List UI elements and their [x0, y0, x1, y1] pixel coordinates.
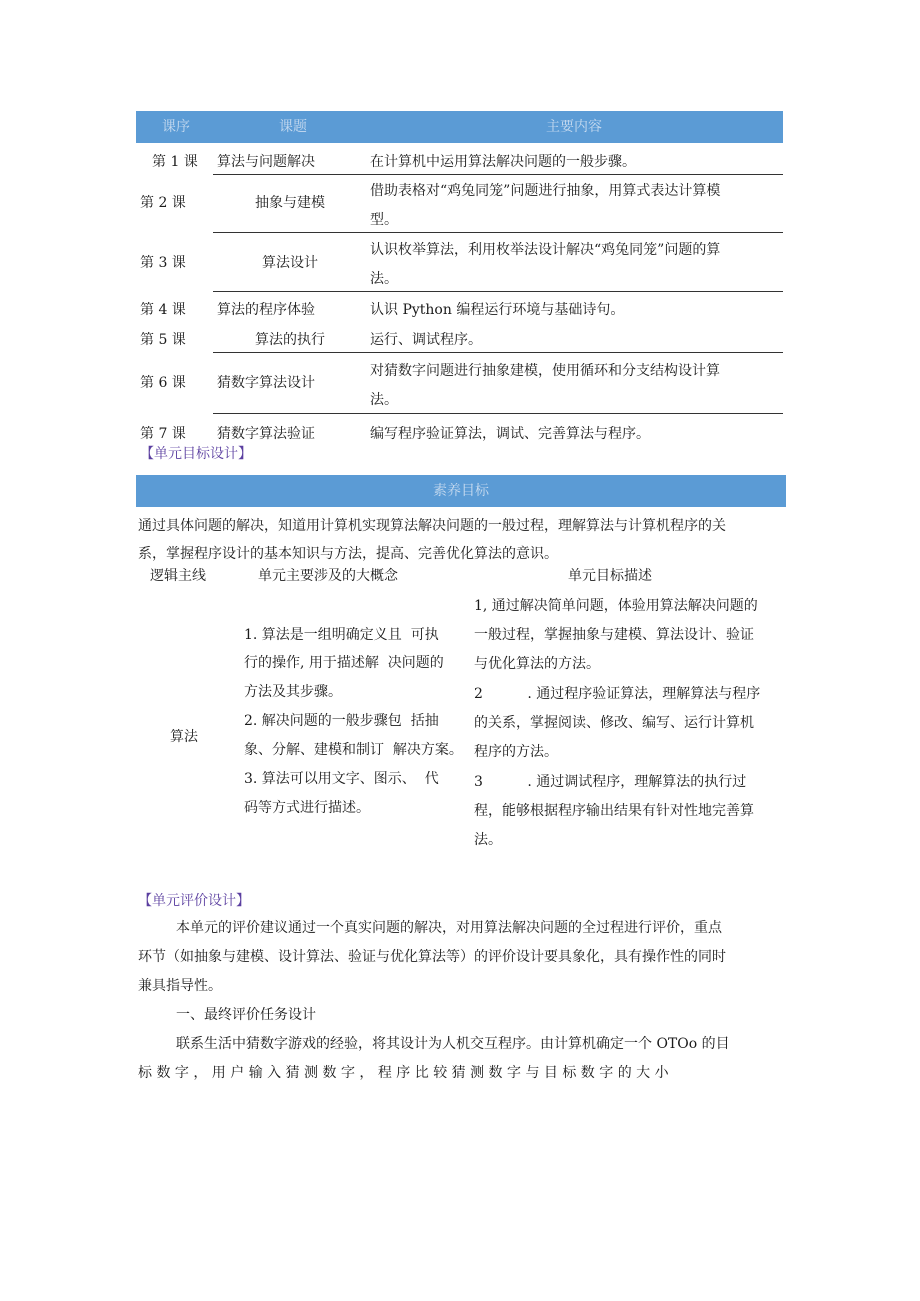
- goal-line: 一般过程，掌握抽象与建模、算法设计、验证: [474, 627, 754, 643]
- final-task-heading: 一、最终评价任务设计: [176, 1007, 316, 1023]
- concept-line: 1. 算法是一组明确定义且 可执: [244, 627, 439, 643]
- lesson-content: 运行、调试程序。: [370, 332, 482, 348]
- goal-header-goals: 单元目标描述: [568, 568, 652, 584]
- concept-line: 2. 解决问题的一般步骤包 括抽: [244, 713, 439, 729]
- lesson-content: 认识 Python 编程运行环境与基础诗句。: [370, 302, 625, 318]
- literacy-goal-title: 素养目标: [433, 483, 489, 499]
- goal-line: 1, 通过解决简单问题，体验用算法解决问题的: [474, 598, 758, 614]
- lesson-no: 第 5 课: [140, 332, 186, 348]
- eval-text-line: 兼具指导性。: [138, 978, 222, 994]
- header-content: 主要内容: [546, 119, 602, 135]
- lesson-no: 第 1 课: [152, 154, 198, 170]
- lesson-topic: 猜数字算法设计: [217, 375, 315, 391]
- lesson-content-line: 型。: [370, 212, 398, 228]
- lesson-no: 第 4 课: [140, 302, 186, 318]
- lesson-content-line: 借助表格对“鸡兔同笼”问题进行抽象，用算式表达计算模: [370, 183, 721, 199]
- row-divider: [213, 174, 783, 175]
- eval-text-line: 本单元的评价建议通过一个真实问题的解决，对用算法解决问题的全过程进行评价，重点: [176, 920, 722, 936]
- goal-line: 法。: [474, 832, 502, 848]
- lesson-content-line: 对猜数字问题进行抽象建模，使用循环和分支结构设计算: [370, 363, 720, 379]
- lesson-content-line: 认识枚举算法，利用枚举法设计解决“鸡兔同笼”问题的算: [370, 242, 721, 258]
- row-divider: [213, 413, 783, 414]
- concept-line: 码等方式进行描述。: [244, 800, 370, 816]
- goal-header-concepts: 单元主要涉及的大概念: [258, 568, 398, 584]
- lesson-topic: 算法的程序体验: [217, 302, 315, 318]
- lesson-content: 编写程序验证算法，调试、完善算法与程序。: [370, 426, 650, 442]
- goal-line: 程，能够根据程序输出结果有针对性地完善算: [474, 803, 754, 819]
- lesson-topic: 算法的执行: [255, 332, 325, 348]
- lesson-table-header: [136, 111, 783, 143]
- literacy-text-line: 系，掌握程序设计的基本知识与方法，提高、完善优化算法的意识。: [138, 546, 558, 562]
- row-divider: [213, 291, 783, 292]
- concept-line: 象、分解、建模和制订 解决方案。: [244, 742, 463, 758]
- concept-line: 3. 算法可以用文字、图示、 代: [244, 771, 439, 787]
- header-topic: 课题: [279, 119, 307, 135]
- row-divider: [213, 352, 783, 353]
- lesson-topic: 抽象与建模: [255, 195, 325, 211]
- row-divider: [213, 232, 783, 233]
- lesson-no: 第 2 课: [140, 195, 186, 211]
- goal-main-line: 算法: [170, 729, 198, 745]
- lesson-no: 第 7 课: [140, 426, 186, 442]
- lesson-content: 在计算机中运用算法解决问题的一般步骤。: [370, 154, 636, 170]
- goal-line: 与优化算法的方法。: [474, 656, 600, 672]
- goal-header-main-line: 逻辑主线: [150, 568, 206, 584]
- section-title-goal: 【单元目标设计】: [140, 446, 252, 462]
- goal-line: 3 . 通过调试程序，理解算法的执行过: [474, 774, 747, 790]
- final-task-text-line: 标 数 字 ， 用 户 输 入 猜 测 数 字 ， 程 序 比 较 猜 测 数 字 与 目 标 数 字 的 大 小: [138, 1065, 669, 1081]
- lesson-content-line: 法。: [370, 271, 398, 287]
- lesson-topic: 算法设计: [262, 255, 318, 271]
- header-lesson-no: 课序: [162, 119, 190, 135]
- literacy-text-line: 通过具体问题的解决，知道用计算机实现算法解决问题的一般过程，理解算法与计算机程序的关: [138, 518, 726, 534]
- lesson-content-line: 法。: [370, 392, 398, 408]
- goal-line: 2 . 通过程序验证算法，理解算法与程序: [474, 686, 761, 702]
- lesson-no: 第 3 课: [140, 255, 186, 271]
- lesson-no: 第 6 课: [140, 375, 186, 391]
- final-task-text-line: 联系生活中猜数字游戏的经验，将其设计为人机交互程序。由计算机确定一个 OTOo 的目: [176, 1036, 730, 1052]
- eval-text-line: 环节（如抽象与建模、设计算法、验证与优化算法等）的评价设计要具象化，具有操作性的同时: [138, 949, 726, 965]
- literacy-goal-bar: [136, 475, 786, 507]
- lesson-topic: 猜数字算法验证: [217, 426, 315, 442]
- concept-line: 行的操作, 用于描述解 决问题的: [244, 655, 444, 671]
- lesson-topic: 算法与问题解决: [217, 154, 315, 170]
- goal-line: 程序的方法。: [474, 744, 558, 760]
- goal-line: 的关系，掌握阅读、修改、编写、运行计算机: [474, 715, 754, 731]
- section-title-eval: 【单元评价设计】: [138, 893, 250, 909]
- concept-line: 方法及其步骤。: [244, 684, 342, 700]
